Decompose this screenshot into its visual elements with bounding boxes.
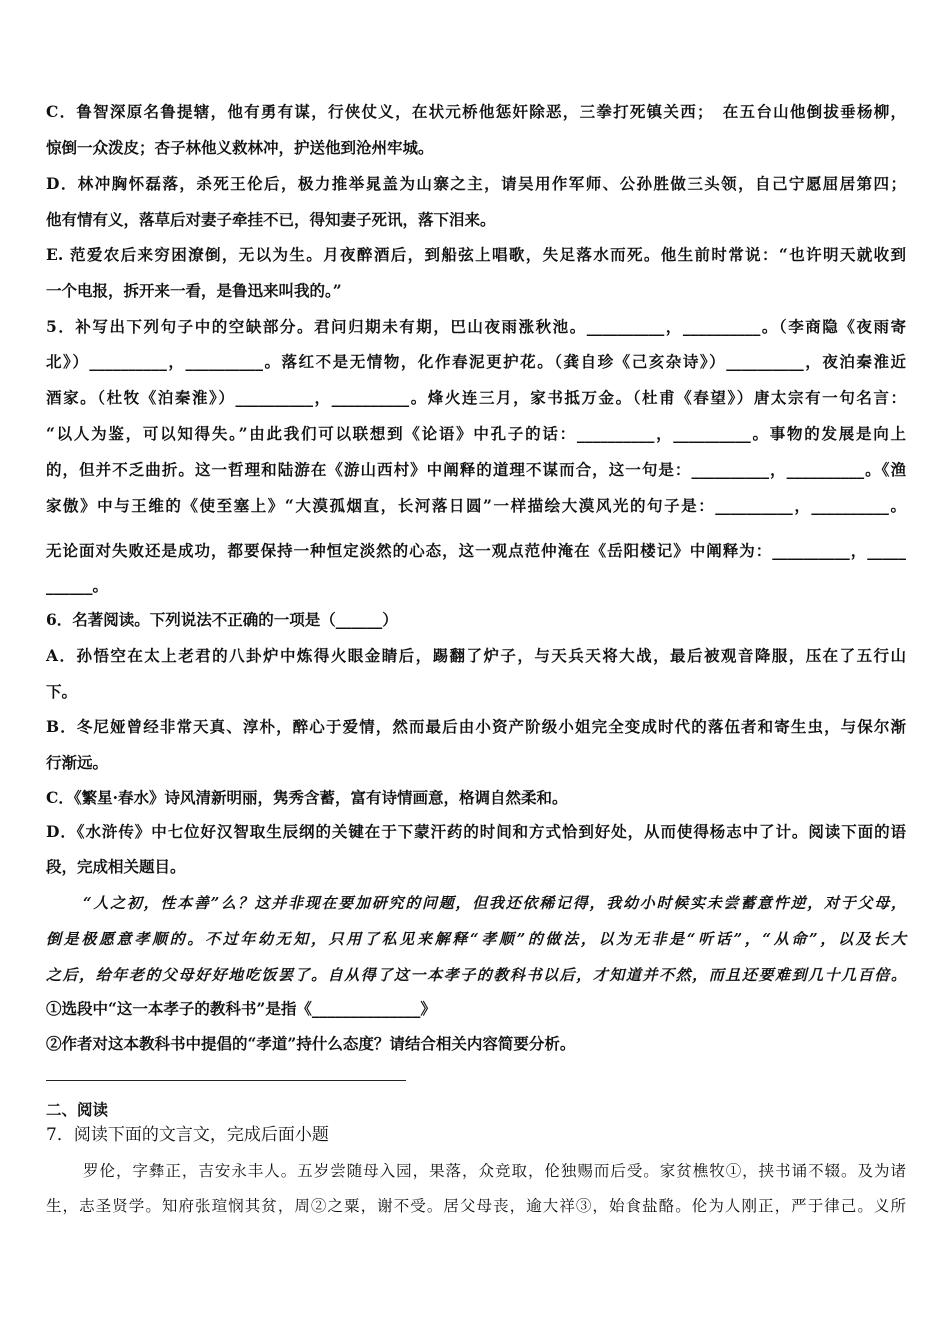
question-6-option-d-1: D．《水浒传》中七位好汉智取生辰纲的关键在于下蒙汗药的时间和方式恰到好处，从而使得杨志中了计。阅读下面的语 (46, 822, 906, 841)
excerpt-line-3: 之后，给年老的父母好好地吃饭罢了。自从得了这一本孝子的教科书以后，才知道并不然，而且还要难到几十几百倍。 (46, 966, 906, 984)
question-5-line-5: 的，但并不乏曲折。这一哲理和陆游在《游山西村》中阐释的道理不谋而合，这一句是：__________，__________。《渔 (46, 460, 906, 479)
question-7-stem: 7．阅读下面的文言文，完成后面小题 (46, 1125, 329, 1145)
question-6-option-a-2: 下。 (46, 682, 78, 701)
question-6-option-a-1: A．孙悟空在太上老君的八卦炉中炼得火眼金睛后，踢翻了炉子，与天兵天将大战，最后被观音降服，压在了五行山 (46, 646, 906, 665)
question-5-line-6: 家傲》中与王维的《使至塞上》“大漠孤烟直，长河落日圆”一样描绘大漠风光的句子是：__________，__________。 (46, 496, 906, 515)
text-line-option-d-1: D．林冲胸怀磊落，杀死王伦后，极力推举晁盖为山寨之主，请吴用作军师、公孙胜做三头领，自己宁愿屈居第四； (46, 174, 906, 193)
question-5-line-4: “以人为鉴，可以知得失。”由此我们可以联想到《论语》中孔子的话：__________，__________。事物的发展是向上 (46, 424, 906, 443)
excerpt-line-2: 倒是极愿意孝顺的。不过年幼无知，只用了私见来解释“孝顺”的做法，以为无非是“听话”，“从命”，以及长大 (46, 930, 906, 948)
question-6-stem: 6．名著阅读。下列说法不正确的一项是（______） (46, 610, 398, 629)
text-line-option-c-2: 惊倒一众泼皮；杏子林他义救林冲，护送他到沧州牢城。 (46, 138, 434, 157)
subquestion-1: ①选段中“这一本孝子的教科书”是指《______________》 (46, 999, 436, 1018)
question-6-option-b-1: B．冬尼娅曾经非常天真、淳朴，醉心于爱情，然而最后由小资产阶级小姐完全变成时代的落伍者和寄生虫，与保尔渐 (46, 717, 906, 736)
question-5-line-2: 北》）__________，__________。落红不是无情物，化作春泥更护花。（龚自珍《己亥杂诗》）__________，夜泊秦淮近 (46, 352, 906, 371)
excerpt-line-1: “人之初，性本善”么？这并非现在要加研究的问题，但我还依稀记得，我幼小时候实未尝蓄意忤逆，对于父母， (83, 894, 906, 912)
question-6-option-c: C．《繁星·春水》诗风清新明丽，隽秀含蓄，富有诗情画意，格调自然柔和。 (46, 788, 568, 807)
question-6-option-d-2: 段，完成相关题目。 (46, 857, 186, 876)
answer-line (46, 1080, 406, 1081)
classical-text-line-1: 罗伦，字彝正，吉安永丰人。五岁尝随母入园，果落，众竞取，伦独赐而后受。家贫樵牧①，挟书诵不辍。及为诸 (83, 1162, 906, 1180)
text-line-option-d-2: 他有情有义，落草后对妻子牵挂不已，得知妻子死讯，落下泪来。 (46, 210, 496, 229)
section-heading-reading: 二、阅读 (46, 1100, 109, 1119)
subquestion-2: ②作者对这本教科书中提倡的“孝道”持什么态度？请结合相关内容简要分析。 (46, 1034, 576, 1053)
question-5-line-8: ______。 (46, 576, 109, 595)
classical-text-line-2: 生，志圣贤学。知府张瑄悯其贫，周②之粟，谢不受。居父母丧，逾大祥③，始食盐酪。伦为人刚正，严于律己。义所 (46, 1197, 906, 1215)
question-5-line-7: 无论面对失败还是成功，都要保持一种恒定淡然的心态，这一观点范仲淹在《岳阳楼记》中阐释为：__________，_____ (46, 541, 906, 560)
question-5-line-3: 酒家。（杜牧《泊秦淮》）__________，__________。烽火连三月，家书抵万金。（杜甫《春望》）唐太宗有一句名言： (46, 388, 906, 407)
text-line-option-e-1: E. 范爱农后来穷困潦倒，无以为生。月夜醉酒后，到船弦上唱歌，失足落水而死。他生前时常说：“也许明天就收到 (46, 245, 906, 264)
question-6-option-b-2: 行渐远。 (46, 753, 109, 772)
question-5-line-1: 5．补写出下列句子中的空缺部分。君问归期未有期，巴山夜雨涨秋池。__________，__________。（李商隐《夜雨寄 (46, 317, 906, 336)
text-line-option-e-2: 一个电报，拆开来一看，是鲁迅来叫我的。” (46, 281, 342, 300)
text-line-option-c-1: C．鲁智深原名鲁提辖，他有勇有谋，行侠仗义，在状元桥他惩奸除恶，三拳打死镇关西； 在五台山他倒拔垂杨柳， (46, 102, 906, 121)
